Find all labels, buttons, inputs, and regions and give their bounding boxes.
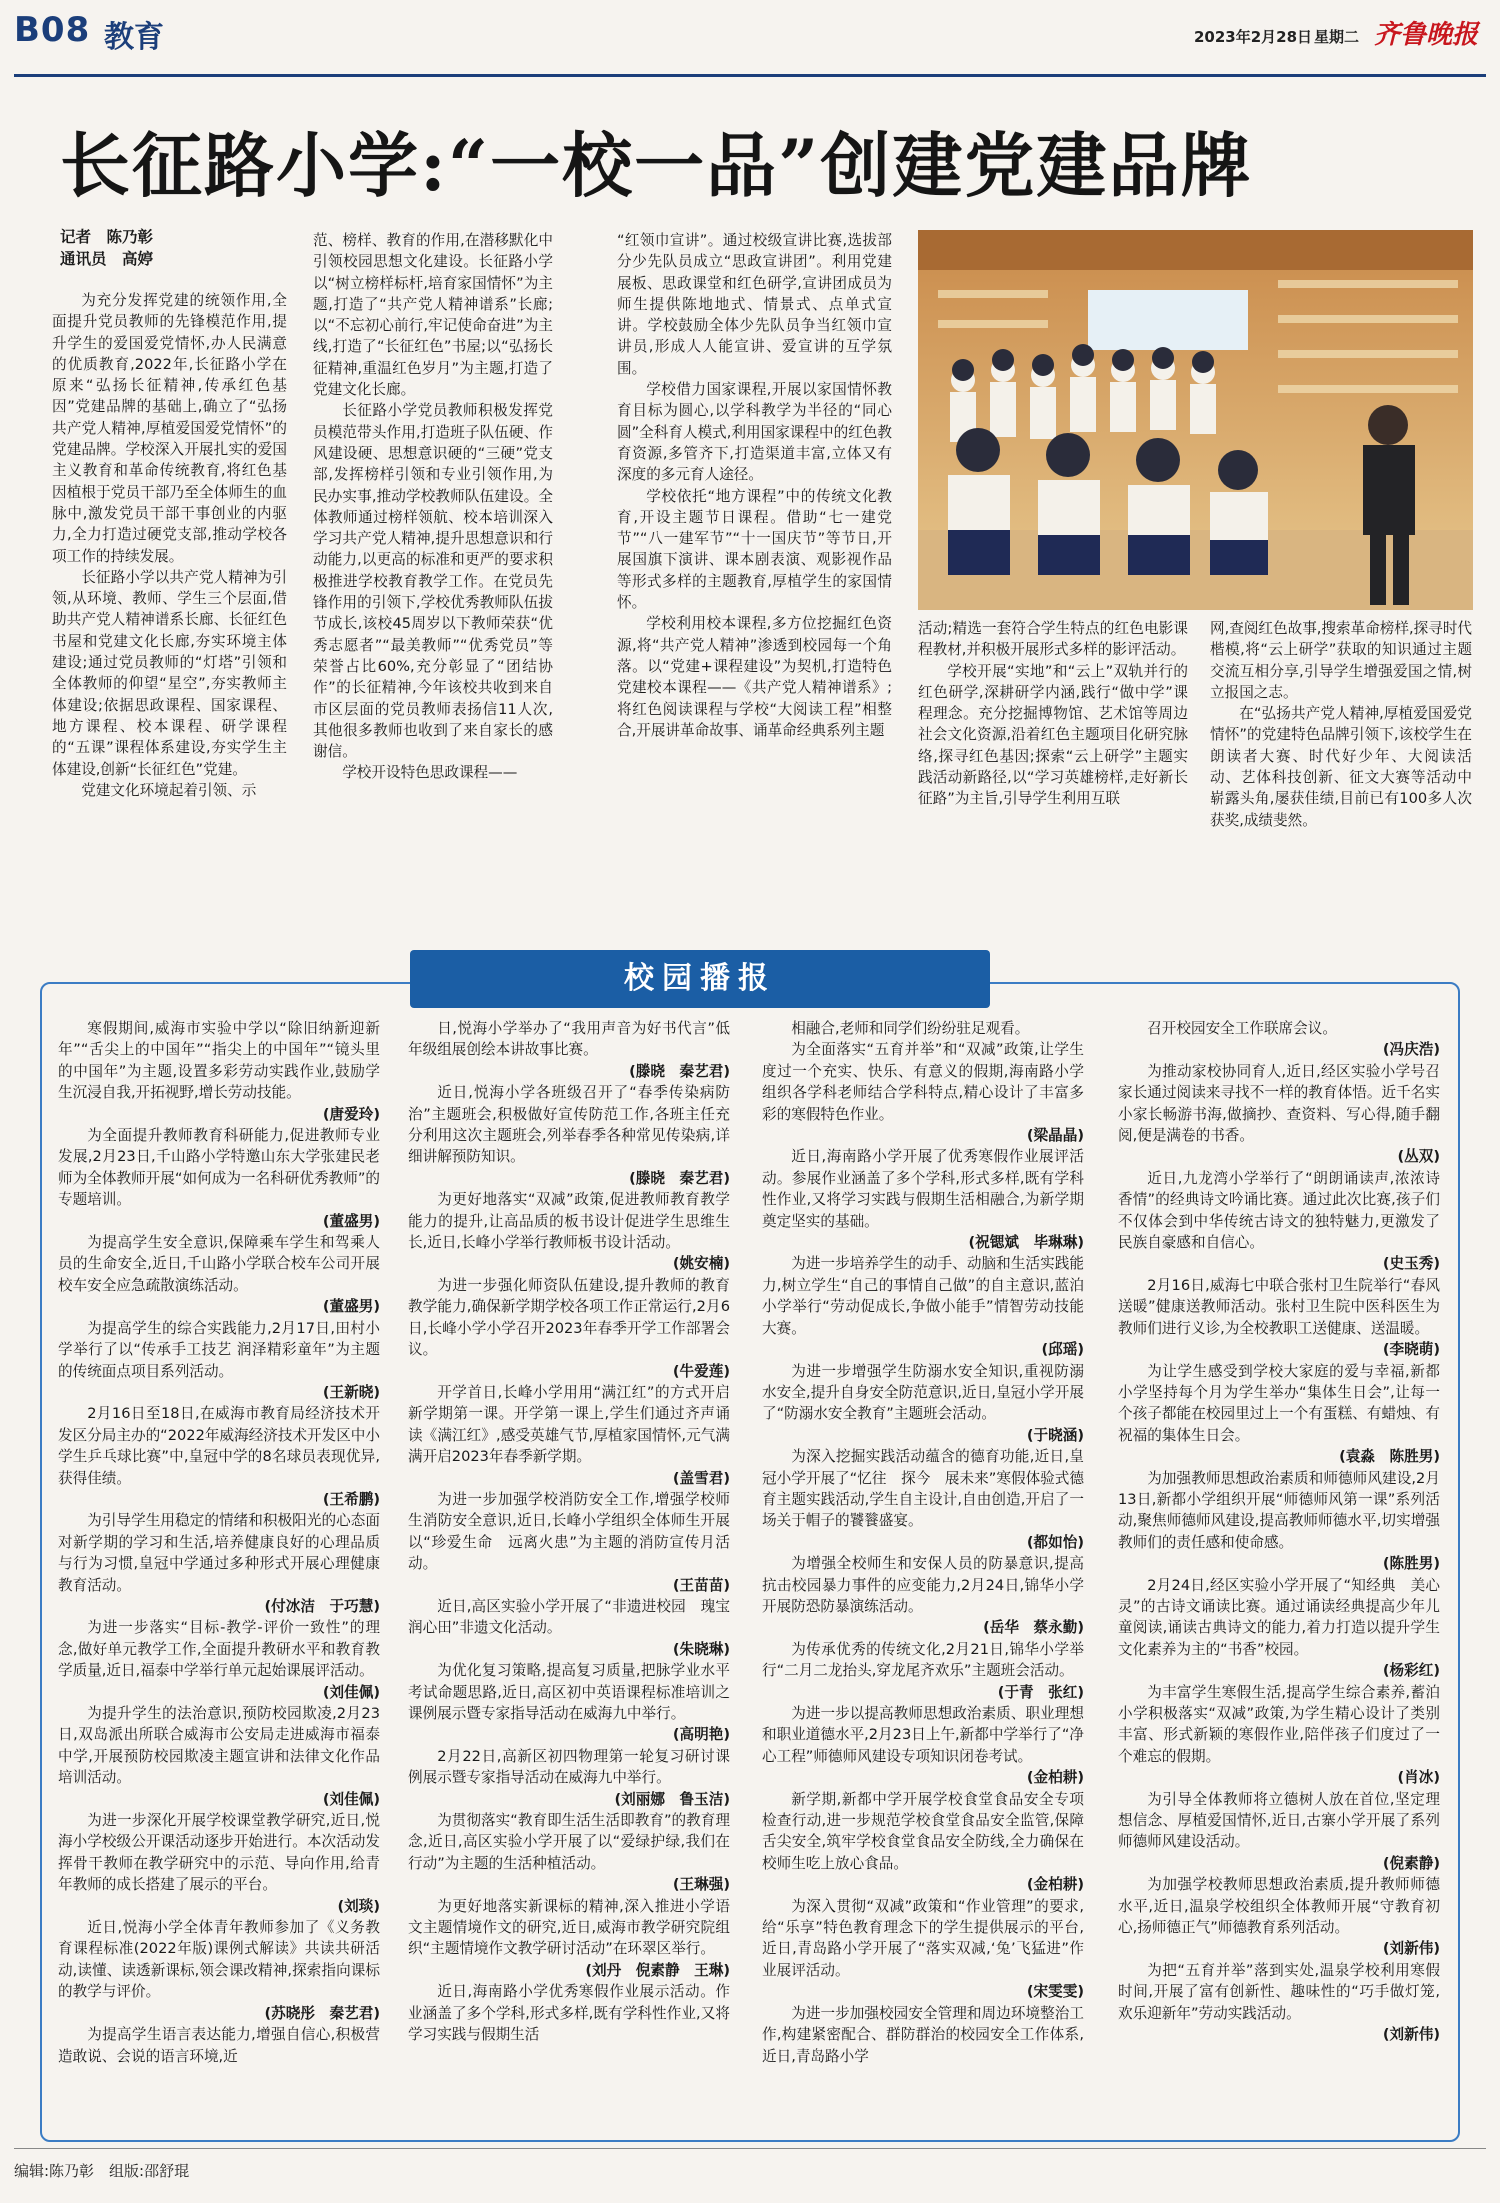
news-brief-text: 为进一步强化师资队伍建设,提升教师的教育教学能力,确保新学期学校各项工作正常运行,2月6日,长峰小学小学召开2023年春季开学工作部署会议。	[408, 1276, 730, 1359]
headline: 长征路小学:“一校一品”创建党建品牌	[60, 124, 1253, 207]
article-photo	[918, 230, 1473, 610]
news-brief	[1118, 1575, 1440, 1661]
news-brief-author: (付冰洁 于巧慧)	[264, 1597, 380, 1615]
news-brief	[762, 1146, 1084, 1232]
news-brief-author: (史玉秀)	[1382, 1255, 1440, 1273]
news-brief-text: 为贯彻落实“教育即生活生活即教育”的教育理念,近日,高区实验小学开展了以“爱绿护绿,我们在行动”为主题的生活种植活动。	[408, 1812, 730, 1872]
news-brief	[762, 1703, 1084, 1767]
news-brief-author: (高明艳)	[672, 1726, 730, 1744]
news-brief-text: 为进一步深化开展学校课堂教学研究,近日,悦海小学校级公开课活动逐步开始进行。本次活动发挥骨干教师在教学研究中的示范、导向作用,给青年教师的成长搭建了展示的平台。	[58, 1812, 380, 1894]
news-brief-text: 为提高学生的综合实践能力,2月17日,田村小学举行了以“传承手工技艺 润泽精彩童年”为主题的传统面点项目系列活动。	[58, 1319, 380, 1380]
news-brief	[762, 1039, 1084, 1125]
news-brief-text: 近日,悦海小学全体青年教师参加了《义务教育课程标准(2022年版)课例式解读》共读共研活动,读懂、读透新课标,领会课改精神,探索指向课标的教学与评价。	[58, 1919, 380, 2001]
masthead-rule	[14, 74, 1486, 77]
article-column-1	[52, 290, 287, 945]
news-brief-text: 2月22日,高新区初四物理第一轮复习研讨课例展示暨专家指导活动在威海九中举行。	[408, 1747, 730, 1787]
news-brief	[408, 1489, 730, 1575]
news-brief-text: 近日,悦海小学各班级召开了“春季传染病防治”主题班会,积极做好宣传防范工作,各班主任充分利用这次主题班会,列举春季各种常见传染病,详细讲解预防知识。	[408, 1084, 730, 1166]
news-brief-text: 为进一步落实“目标-教学-评价一致性”的理念,做好单元教学工作,全面提升教研水平和教育教学质量,近日,福泰中学举行单元起始课展评活动。	[58, 1619, 380, 1680]
news-brief	[408, 1596, 730, 1639]
news-brief-author: (岳华 蔡永勤)	[983, 1619, 1084, 1637]
news-brief	[408, 1810, 730, 1874]
news-brief-author: (刘新伟)	[1382, 2026, 1440, 2044]
campus-news-title: 校园播报	[410, 950, 990, 1008]
news-brief	[1118, 1468, 1440, 1554]
news-brief-author: (杨彩红)	[1382, 1662, 1440, 1680]
article-paragraph: “红领巾宣讲”。通过校级宣讲比赛,选拔部分少先队员成立“思政宣讲团”。利用党建展板、思政课堂和红色研学,宣讲团成员为师生提供陈地地式、情景式、点单式宣讲。学校鼓励全体少先队员争当红领巾宣讲员,形成人人能宣讲、爱宣讲的互学氛围。	[617, 232, 892, 377]
article-paragraph: 长征路小学党员教师积极发挥党员模范带头作用,打造班子队伍硬、作风建设硬、思想意识硬的“三硬”党支部,发挥榜样引领和专业引领作用,为民办实事,推动学校教师队伍建设。全体教师通过榜样领航、校本培训深入学习共产党人精神,提升思想意识和行动能力,以更高的标准和更严的要求积极推进学校教育教学工作。在党员先锋作用的引领下,学校优秀教师队伍拔节成长,该校45周岁以下教师荣获“优秀志愿者”“最美教师”“优秀党员”等荣誉占比60%,充分彰显了“团结协作”的长征精神,今年该校共收到来自市区层面的党员教师表扬信11人次,其他很多教师也收到了来自家长的感谢信。	[313, 402, 553, 761]
news-brief-text: 相融合,老师和同学们纷纷驻足观看。	[791, 1020, 1030, 1037]
reporter: 记者 陈乃彰	[60, 228, 154, 246]
news-brief-text: 为进一步增强学生防溺水安全知识,重视防溺水安全,提升自身安全防范意识,近日,皇冠小学开展了“防溺水安全教育”主题班会活动。	[762, 1362, 1084, 1423]
campus-column-2	[408, 1018, 730, 2130]
article-paragraph: 学校借力国家课程,开展以家国情怀教育目标为圆心,以学科教学为半径的“同心圆”全科育人模式,利用国家课程中的红色教育资源,多管齐下,打造渠道丰富,立体又有深度的多元育人途径。	[617, 381, 892, 484]
news-brief-text: 为推动家校协同育人,近日,经区实验小学号召家长通过阅读来寻找不一样的教育体悟。近千名实小家长畅游书海,做摘抄、查资料、写心得,随手翻阅,便是满卷的书香。	[1118, 1062, 1440, 1145]
news-brief	[1118, 1682, 1440, 1768]
news-brief-text: 为让学生感受到学校大家庭的爱与幸福,新都小学坚持每个月为学生举办“集体生日会”,让每一个孩子都能在校园里过上一个有蛋糕、有蜡烛、有祝福的集体生日会。	[1118, 1362, 1440, 1444]
news-brief-author: (牛爱莲)	[672, 1362, 730, 1380]
page-number: B08	[14, 10, 91, 50]
news-brief	[762, 2003, 1084, 2067]
news-brief-text: 为提升学生的法治意识,预防校园欺凌,2月23日,双岛派出所联合威海市公安局走进威海市福泰中学,开展预防校园欺凌主题宣讲和法律文化作品培训活动。	[58, 1705, 380, 1787]
news-brief	[58, 1125, 380, 1211]
article-paragraph: 在“弘扬共产党人精神,厚植爱国爱党情怀”的党建特色品牌引领下,该校学生在朗读者大赛、时代好少年、大阅读活动、艺体科技创新、征文大赛等活动中崭露头角,屡获佳绩,目前已有100多人次获奖,成绩斐然。	[1210, 705, 1472, 829]
news-brief-text: 为深入挖掘实践活动蕴含的德育功能,近日,皇冠小学开展了“忆往 探今 展未来”寒假体验式德育主题实践活动,学生自主设计,自由创造,开启了一场关于帽子的饕餮盛宴。	[762, 1448, 1084, 1530]
news-brief-author: (刘琰)	[337, 1897, 380, 1915]
news-brief-text: 寒假期间,威海市实验中学以“除旧纳新迎新年”“舌尖上的中国年”“指尖上的中国年”“镜头里的中国年”为主题,设置多彩劳动实践作业,鼓励学生沉浸自我,开拓视野,增长劳动技能。	[58, 1020, 380, 1102]
news-brief	[408, 1660, 730, 1724]
news-brief	[408, 1382, 730, 1468]
correspondent: 通讯员 高婷	[60, 250, 154, 268]
news-brief-text: 近日,海南路小学优秀寒假作业展示活动。作业涵盖了多个学科,形式多样,既有学科性作业,又将学习实践与假期生活	[408, 1983, 730, 2044]
news-brief	[1118, 1789, 1440, 1853]
news-brief-text: 为引导全体教师将立德树人放在首位,坚定理想信念、厚植爱国情怀,近日,古寨小学开展了系列师德师风建设活动。	[1118, 1790, 1440, 1851]
article-paragraph: 网,查阅红色故事,搜索革命榜样,探寻时代楷模,将“云上研学”获取的知识通过主题交流互相分享,引导学生增强爱国之情,树立报国之志。	[1210, 620, 1472, 701]
news-brief	[1118, 1874, 1440, 1938]
news-brief-author: (盖雪君)	[672, 1469, 730, 1487]
news-brief-text: 为加强教师思想政治素质和师德师风建设,2月13日,新都小学组织开展“师德师风第一课”系列活动,聚焦师德师风建设,提高教师师德水平,切实增强教师们的责任感和使命感。	[1118, 1469, 1440, 1551]
news-brief-author: (金柏耕)	[1026, 1769, 1084, 1787]
news-brief	[762, 1253, 1084, 1339]
news-brief	[58, 1917, 380, 2003]
news-brief-author: (倪素静)	[1382, 1854, 1440, 1872]
news-brief	[762, 1896, 1084, 1982]
news-brief-text: 为深入贯彻“双减”政策和“作业管理”的要求,给“乐享”特色教育理念下的学生提供展示的平台,近日,青岛路小学开展了“落实双减,‘兔’飞猛进”作业展评活动。	[762, 1897, 1084, 1979]
article-paragraph: 为充分发挥党建的统领作用,全面提升党员教师的先锋模范作用,提升学生的爱国爱党情怀,办人民满意的优质教育,2022年,长征路小学在原来“弘扬长征精神,传承红色基因”党建品牌的基础上,确立了“弘扬共产党人精神,厚植爱国爱党情怀”的党建品牌。学校深入开展扎实的爱国主义教育和革命传统教育,将红色基因植根于党员干部乃至全体师生的血脉中,激发党员干部干事创业的内驱力,全力打造过硬党支部,推动学校各项工作的持续发展。	[52, 292, 287, 565]
news-brief	[762, 1553, 1084, 1617]
news-brief-text: 为进一步培养学生的动手、动脑和生活实践能力,树立学生“自己的事情自己做”的自主意识,蓝泊小学举行“劳动促成长,争做小能手”情智劳动技能大赛。	[762, 1255, 1084, 1337]
news-brief-text: 日,悦海小学举办了“我用声音为好书代言”低年级组展创绘本讲故事比赛。	[408, 1020, 730, 1059]
news-brief	[1118, 1361, 1440, 1447]
news-brief	[408, 1746, 730, 1789]
news-brief-author: (梁晶晶)	[1026, 1127, 1084, 1145]
news-brief	[762, 1446, 1084, 1532]
article-paragraph: 活动;精选一套符合学生特点的红色电影课程教材,并积极开展形式多样的影评活动。	[918, 620, 1188, 659]
news-brief-author: (李晓萌)	[1382, 1341, 1440, 1359]
news-brief	[1118, 1960, 1440, 2024]
news-brief-text: 为进一步加强校园安全管理和周边环境整治工作,构建紧密配合、群防群治的校园安全工作体系,近日,青岛路小学	[762, 2004, 1084, 2065]
news-brief-author: (刘丽娜 鲁玉洁)	[614, 1790, 730, 1808]
news-brief-author: (宋雯雯)	[1026, 1983, 1084, 2001]
news-brief	[762, 1018, 1084, 1039]
campus-column-4	[1118, 1018, 1440, 2130]
news-brief-text: 为传承优秀的传统文化,2月21日,锦华小学举行“二月二龙抬头,穿龙尾齐欢乐”主题班会活动。	[762, 1640, 1084, 1680]
news-brief-text: 开学首日,长峰小学用用“满江红”的方式开启新学期第一课。开学第一课上,学生们通过齐声诵读《满江红》,感受英雄气节,厚植家国情怀,元气满满开启2023年春季新学期。	[408, 1383, 730, 1466]
news-brief-text: 为进一步以提高教师思想政治素质、职业理想和职业道德水平,2月23日上午,新都中学举行了“净心工程”师德师风建设专项知识闭卷考试。	[762, 1705, 1084, 1765]
article-paragraph: 范、榜样、教育的作用,在潜移默化中引领校园思想文化建设。长征路小学以“树立榜样标杆,培育家国情怀”为主题,打造了“共产党人精神谱系”长廊;以“不忘初心前行,牢记使命奋进”为主线,打造了“长征红色”书屋;以“弘扬长征精神,重温红色岁月”为主题,打造了党建文化长廊。	[313, 232, 553, 399]
masthead	[14, 10, 1486, 82]
issue-weekday: 星期二	[1314, 28, 1360, 46]
news-brief	[58, 1232, 380, 1296]
news-brief-text: 为增强全校师生和安保人员的防暴意识,提高抗击校园暴力事件的应变能力,2月24日,锦华小学开展防恐防暴演练活动。	[762, 1555, 1084, 1615]
news-brief-author: (于晓涵)	[1026, 1426, 1084, 1444]
news-brief	[408, 1189, 730, 1253]
article-column-3	[617, 230, 892, 945]
news-brief-author: (刘佳佩)	[322, 1790, 380, 1808]
news-brief-author: (金柏耕)	[1026, 1876, 1084, 1894]
news-brief-text: 2月24日,经区实验小学开展了“知经典 美心灵”的古诗文诵读比赛。通过诵读经典提高少年儿童阅读,诵读古典诗文的能力,着力打造以提升学生文化素养为主的“书香”校园。	[1118, 1576, 1440, 1658]
news-brief	[408, 1082, 730, 1168]
article-paragraph: 学校依托“地方课程”中的传统文化教育,开设主题节日课程。借助“七一建党节”“八一建军节”“十一国庆节”等节日,开展国旗下演讲、课本剧表演、观影视作品等形式多样的主题教育,厚植学生的家国情怀。	[617, 487, 892, 612]
news-brief-author: (刘佳佩)	[322, 1683, 380, 1701]
news-brief-author: (丛双)	[1397, 1148, 1440, 1166]
section-name: 教育	[104, 20, 164, 55]
news-brief-author: (滕晓 秦艺君)	[629, 1169, 730, 1187]
news-brief	[408, 1896, 730, 1960]
news-brief-text: 为优化复习策略,提高复习质量,把脉学业水平考试命题思路,近日,高区初中英语课程标准培训之课例展示暨专家指导活动在威海九中举行。	[408, 1662, 730, 1722]
newspaper-logo: 齐鲁晚报	[1374, 20, 1479, 50]
news-brief-author: (苏晓彤 秦艺君)	[264, 2004, 380, 2022]
article-paragraph: 学校开设特色思政课程——	[342, 764, 518, 782]
news-brief-author: (姚安楠)	[672, 1255, 730, 1273]
article-paragraph: 学校利用校本课程,多方位挖掘红色资源,将“共产党人精神”渗透到校园每一个角落。以“党建+课程建设”为契机,打造特色党建校本课程——《共产党人精神谱系》;将红色阅读课程与学校“大阅读工程”相整合,开展讲革命故事、诵革命经典系列主题	[617, 615, 892, 739]
news-brief-author: (王琳强)	[672, 1876, 730, 1894]
news-brief	[762, 1789, 1084, 1875]
article-paragraph: 党建文化环境起着引领、示	[81, 781, 257, 799]
issue-date: 2023年2月28日	[1194, 28, 1313, 46]
campus-column-3	[762, 1018, 1084, 2130]
news-brief-text: 为更好地落实新课标的精神,深入推进小学语文主题情境作文的研究,近日,威海市教学研究院组织“主题情境作文教学研讨活动”在环翠区举行。	[408, 1897, 730, 1958]
news-brief-text: 2月16日至18日,在威海市教育局经济技术开发区分局主办的“2022年威海经济技术开发区中小学生乒乓球比赛”中,皇冠中学的8名球员表现优异,获得佳绩。	[58, 1405, 380, 1487]
news-brief-author: (王苗苗)	[672, 1576, 730, 1594]
campus-column-1	[58, 1018, 380, 2130]
editor-credit: 编辑:陈乃彰 组版:邵舒琨	[14, 2162, 190, 2180]
news-brief-author: (董盛男)	[322, 1212, 380, 1230]
news-brief-text: 为全面提升教师教育科研能力,促进教师专业发展,2月23日,千山路小学特邀山东大学张建民老师为全体教师开展“如何成为一名科研优秀教师”的专题培训。	[58, 1127, 380, 1209]
news-brief-text: 为提高学生语言表达能力,增强自信心,积极营造敢说、会说的语言环境,近	[58, 2026, 380, 2065]
news-brief-text: 近日,九龙湾小学举行了“朗朗诵读声,浓浓诗香情”的经典诗文吟诵比赛。通过此次比赛,孩子们不仅体会到中华传统古诗文的独特魅力,更激发了民族自豪感和自信心。	[1118, 1169, 1440, 1252]
news-brief-author: (刘丹 倪素静 王琳)	[585, 1961, 730, 1979]
news-brief-text: 为把“五育并举”落到实处,温泉学校利用寒假时间,开展了富有创新性、趣味性的“巧手做灯笼,欢乐迎新年”劳动实践活动。	[1118, 1961, 1440, 2022]
news-brief	[58, 1617, 380, 1681]
news-brief-author: (邱瑶)	[1041, 1341, 1084, 1359]
news-brief-text: 新学期,新都中学开展学校食堂食品安全专项检查行动,进一步规范学校食堂食品安全监管,保障舌尖安全,筑牢学校食堂食品安全防线,全力确保在校师生吃上放心食品。	[762, 1790, 1084, 1872]
news-brief-author: (唐爱玲)	[322, 1105, 380, 1123]
news-brief-text: 为引导学生用稳定的情绪和积极阳光的心态面对新学期的学习和生活,培养健康良好的心理品质与行为习惯,皇冠中学通过多种形式开展心理健康教育活动。	[58, 1512, 380, 1594]
news-brief	[1118, 1275, 1440, 1339]
news-brief	[408, 1018, 730, 1061]
news-brief-author: (都如怡)	[1026, 1533, 1084, 1551]
news-brief	[1118, 1168, 1440, 1254]
news-brief	[58, 1018, 380, 1104]
footer-rule	[14, 2148, 1486, 2149]
news-brief	[1118, 1061, 1440, 1147]
news-brief-text: 为更好地落实“双减”政策,促进教师教育教学能力的提升,让高品质的板书设计促进学生思维生长,近日,长峰小学举行教师板书设计活动。	[408, 1191, 730, 1252]
news-brief-text: 为丰富学生寒假生活,提高学生综合素养,蓄泊小学积极落实“双减”政策,为学生精心设计了类别丰富、形式新颖的寒假作业,陪伴孩子们度过了一个难忘的假期。	[1118, 1683, 1440, 1765]
news-brief-author: (陈胜男)	[1382, 1555, 1440, 1573]
news-brief	[58, 1403, 380, 1489]
news-brief-author: (董盛男)	[322, 1298, 380, 1316]
news-brief-author: (肖冰)	[1397, 1769, 1440, 1787]
news-brief-text: 2月16日,威海七中联合张村卫生院举行“春风送暖”健康送教师活动。张村卫生院中医科医生为教师们进行义诊,为全校教职工送健康、送温暖。	[1118, 1276, 1440, 1337]
article-paragraph: 学校开展“实地”和“云上”双轨并行的红色研学,深耕研学内涵,践行“做中学”课程理念。充分挖掘博物馆、艺术馆等周边社会文化资源,沿着红色主题项目化研究脉络,探寻红色基因;探索“云上研学”主题实践活动新路径,以“学习英雄榜样,走好新长征路”为主旨,引导学生利用互联	[918, 662, 1188, 808]
news-brief	[1118, 1018, 1440, 1039]
news-brief	[58, 2024, 380, 2067]
classroom-photo	[918, 230, 1473, 610]
news-brief	[408, 1275, 730, 1361]
news-brief-author: (冯庆浩)	[1382, 1041, 1440, 1059]
article-column-5	[1210, 618, 1472, 945]
article-column-4	[918, 618, 1188, 945]
news-brief	[58, 1318, 380, 1382]
news-brief	[58, 1810, 380, 1896]
article-column-2	[313, 230, 553, 945]
news-brief-author: (袁淼 陈胜男)	[1339, 1448, 1440, 1466]
news-brief-author: (王希鹏)	[322, 1490, 380, 1508]
news-brief-text: 为提高学生安全意识,保障乘车学生和驾乘人员的生命安全,近日,千山路小学联合校车公司开展校车安全应急疏散演练活动。	[58, 1234, 380, 1294]
news-brief-text: 近日,高区实验小学开展了“非遗进校园 瑰宝润心田”非遗文化活动。	[408, 1597, 730, 1637]
news-brief-author: (王新晓)	[322, 1383, 380, 1401]
news-brief-author: (于青 张红)	[997, 1683, 1084, 1701]
byline	[60, 226, 153, 270]
news-brief-text: 近日,海南路小学开展了优秀寒假作业展评活动。参展作业涵盖了多个学科,形式多样,既有学科性作业,又将学习实践与假期生活相融合,为新学期奠定坚实的基础。	[762, 1148, 1084, 1230]
news-brief	[58, 1703, 380, 1789]
news-brief	[762, 1639, 1084, 1682]
news-brief-author: (祝锶斌 毕琳琳)	[968, 1234, 1084, 1252]
news-brief-text: 为进一步加强学校消防安全工作,增强学校师生消防安全意识,近日,长峰小学组织全体师生开展以“珍爱生命 远离火患”为主题的消防宣传月活动。	[408, 1490, 730, 1573]
news-brief-text: 召开校园安全工作联席会议。	[1147, 1020, 1337, 1037]
news-brief	[58, 1510, 380, 1596]
news-brief	[408, 1981, 730, 2045]
news-brief-text: 为加强学校教师思想政治素质,提升教师师德水平,近日,温泉学校组织全体教师开展“守教育初心,扬师德正气”师德教育系列活动。	[1118, 1876, 1440, 1937]
news-brief-text: 为全面落实“五育并举”和“双减”政策,让学生度过一个充实、快乐、有意义的假期,海南路小学组织各学科老师结合学科特点,精心设计了丰富多彩的寒假特色作业。	[762, 1041, 1084, 1123]
news-brief-author: (刘新伟)	[1382, 1940, 1440, 1958]
news-brief	[762, 1361, 1084, 1425]
news-brief-author: (朱晓琳)	[672, 1640, 730, 1658]
news-brief-author: (滕晓 秦艺君)	[629, 1062, 730, 1080]
article-paragraph: 长征路小学以共产党人精神为引领,从环境、教师、学生三个层面,借助共产党人精神谱系长廊、长征红色书屋和党建文化长廊,夯实环境主体建设;通过党员教师的“灯塔”引领和全体教师的仰望“星空”,夯实教师主体建设;依据思政课程、国家课程、地方课程、校本课程、研学课程的“五课”课程体系建设,夯实学生主体建设,创新“长征红色”党建。	[52, 568, 287, 778]
